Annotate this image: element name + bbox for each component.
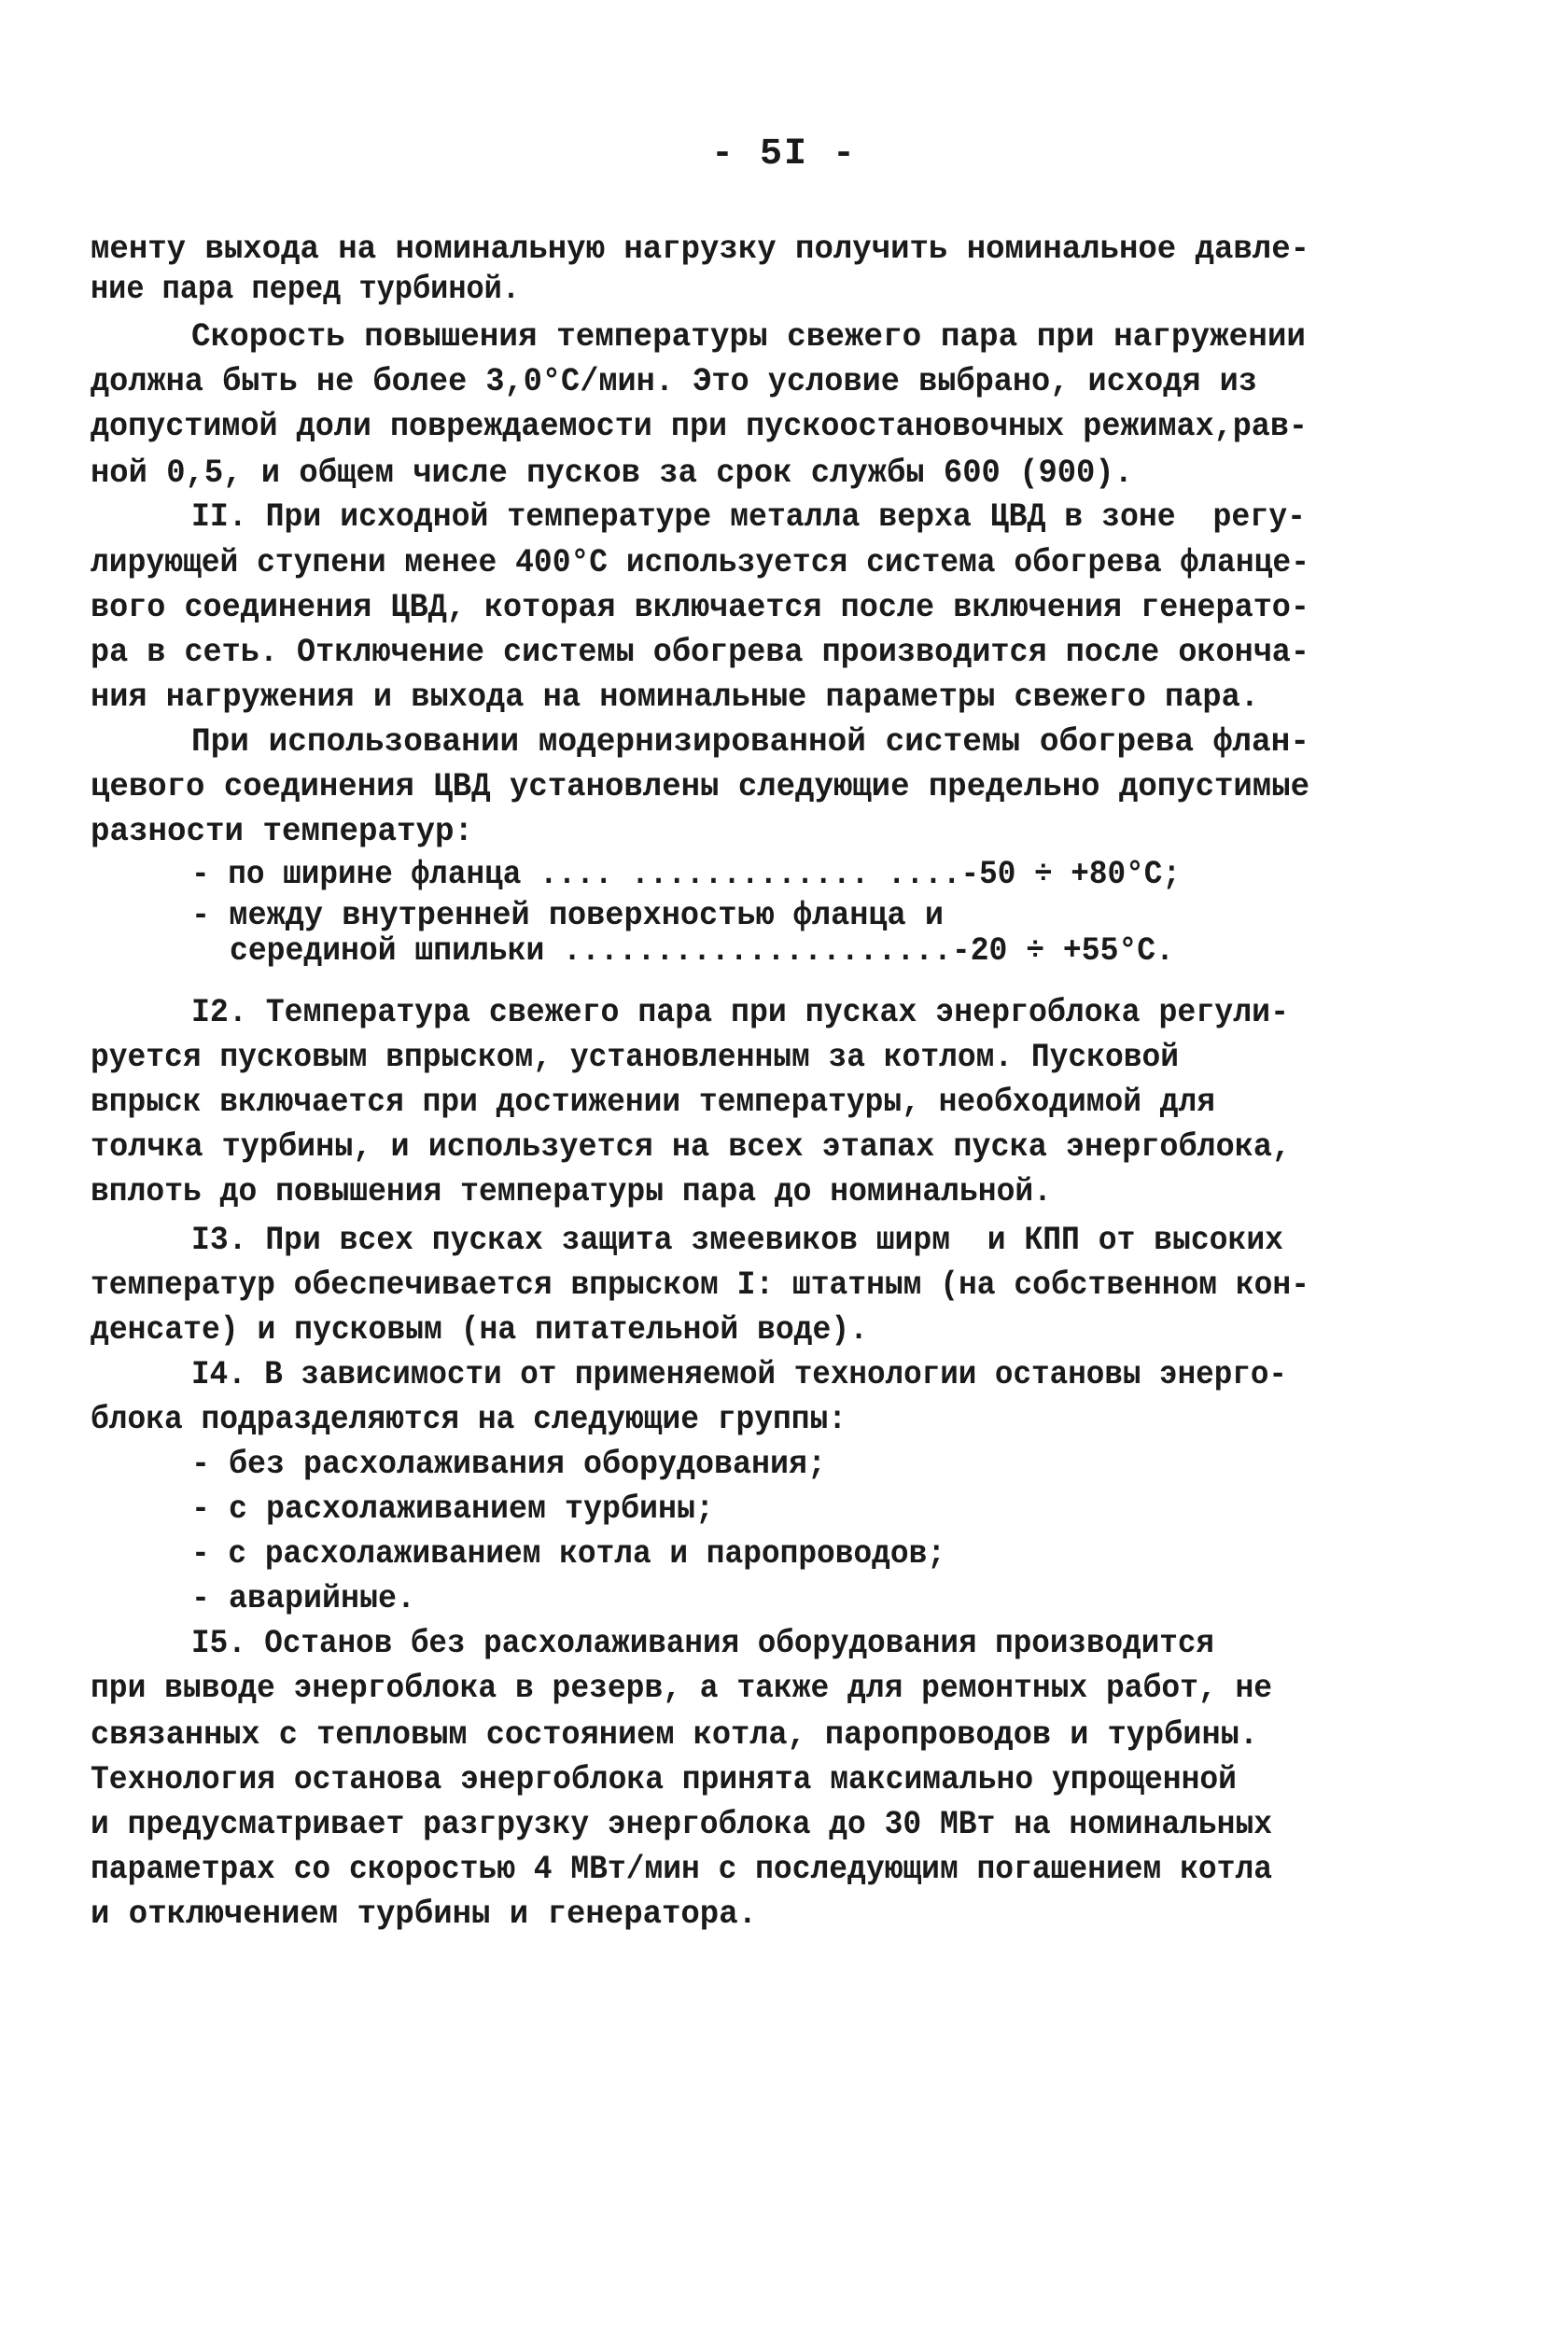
text-line: ния нагружения и выхода на номинальные параметры свежего пара. [91,678,1259,716]
list-item: серединой шпильки .....................-20 ÷ +55°С. [230,932,1174,970]
text-line: цевого соединения ЦВД установлены следующие предельно допустимые [91,768,1309,805]
text-line: при выводе энергоблока в резерв, а также для ремонтных работ, не [91,1670,1272,1707]
text-line: I2. Температура свежего пара при пусках энергоблока регули- [191,994,1289,1031]
text-line: температур обеспечивается впрыском I: штатным (на собственном кон- [91,1266,1309,1304]
text-line: менту выхода на номинальную нагрузку получить номинальное давле- [91,231,1309,268]
page-number: - 5I - [710,133,858,175]
text-line: вого соединения ЦВД, которая включается после включения генерато- [91,589,1309,626]
list-item: - с расхолаживанием котла и паропроводов; [191,1535,945,1573]
text-line: II. При исходной температуре металла верха ЦВД в зоне регу- [191,498,1306,536]
text-line: и отключением турбины и генератора. [91,1895,757,1933]
list-item: - между внутренней поверхностью фланца и [191,897,944,934]
text-line: связанных с тепловым состоянием котла, паропроводов и турбины. [91,1716,1258,1754]
text-line: I4. В зависимости от применяемой технологии остановы энерго- [191,1356,1287,1393]
list-item: - с расхолаживанием турбины; [191,1490,714,1528]
text-line: Технология останова энергоблока принята максимально упрощенной [91,1761,1237,1798]
text-line: толчка турбины, и используется на всех этапах пуска энергоблока, [91,1128,1291,1166]
text-line: руется пусковым впрыском, установленным за котлом. Пусковой [91,1039,1179,1076]
text-line: допустимой доли повреждаемости при пускоостановочных режимах,рав- [91,408,1308,445]
text-line: должна быть не более 3,0°С/мин. Это условие выбрано, исходя из [91,363,1257,400]
text-line: лирующей ступени менее 400°С используется система обогрева фланце- [91,544,1309,581]
text-line: блока подразделяются на следующие группы: [91,1401,847,1438]
list-item: - аварийные. [191,1580,415,1617]
text-line: Скорость повышения температуры свежего пара при нагружении [191,318,1306,356]
list-item: - без расхолаживания оборудования; [191,1446,826,1483]
text-line: При использовании модернизированной системы обогрева флан- [191,723,1309,761]
text-line: ной 0,5, и общем числе пусков за срок службы 600 (900). [91,455,1133,492]
text-line: I3. При всех пусках защита змеевиков ширм и КПП от высоких [191,1222,1283,1259]
text-line: разности температур: [91,813,473,850]
text-line: и предусматривает разгрузку энергоблока до 30 МВт на номинальных [91,1806,1272,1843]
text-line: денсате) и пусковым (на питательной воде). [91,1311,868,1349]
text-line: I5. Останов без расхолаживания оборудования производится [191,1625,1214,1662]
text-line: параметрах со скоростью 4 МВт/мин с последующим погашением котла [91,1851,1272,1888]
text-line: ние пара перед турбиной. [91,271,520,308]
list-item: - по ширине фланца .... ............. ....-50 ÷ +80°С; [191,856,1181,893]
text-line: впрыск включается при достижении температуры, необходимой для [91,1084,1215,1121]
text-line: ра в сеть. Отключение системы обогрева производится после оконча- [91,634,1309,671]
text-line: вплоть до повышения температуры пара до номинальной. [91,1173,1052,1210]
